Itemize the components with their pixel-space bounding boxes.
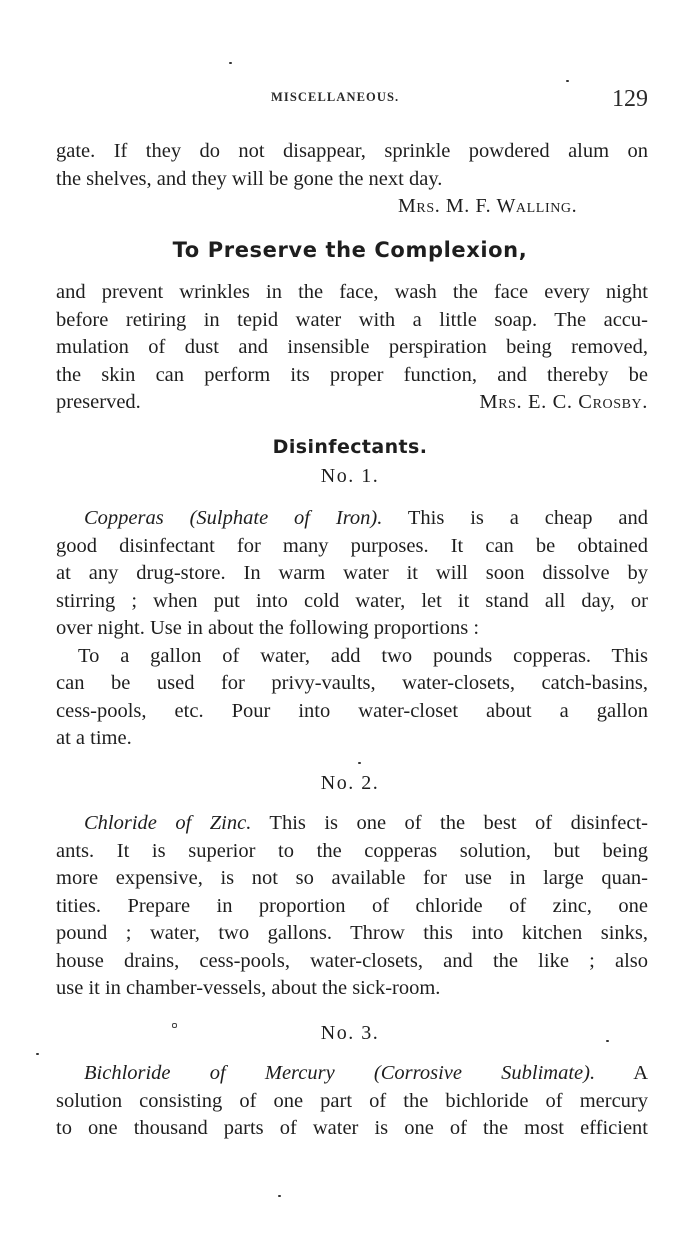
subheading-no-2: No. 2. xyxy=(320,772,380,794)
term-bichloride-of-mercury: Bichloride of Mercury xyxy=(84,1062,335,1084)
running-head: MISCELLANEOUS. xyxy=(271,90,400,104)
text-fragment: This is a cheap and xyxy=(407,507,648,529)
print-speck xyxy=(358,762,361,764)
print-speck xyxy=(566,80,569,82)
text-line: use it in chamber-vessels, about the sick-room. xyxy=(56,977,441,999)
term-copperas-paren: (Sulphate of Iron). xyxy=(189,507,383,529)
text-line: stirring ; when put into cold water, let it stand all day, or xyxy=(56,589,648,612)
text-line: can be used for privy-vaults, water-closets, catch-basins, xyxy=(56,672,648,694)
text-line: mulation of dust and insensible perspiration being removed, xyxy=(56,336,648,358)
section-heading-complexion: To Preserve the Complexion, xyxy=(172,238,528,262)
text-line: gate. If they do not disappear, sprinkle powdered alum on xyxy=(56,140,648,162)
text-line-with-signature xyxy=(56,389,648,417)
no2-paragraph xyxy=(56,810,648,1003)
text-line: more expensive, is not so available for use in large quan- xyxy=(56,867,648,889)
signature-walling: Mrs. M. F. Walling. xyxy=(398,195,578,217)
subheading-no-1: No. 1. xyxy=(320,465,380,487)
text-line xyxy=(56,810,648,838)
text-fragment: preserved. xyxy=(56,391,141,413)
text-line xyxy=(56,505,648,533)
text-line: cess-pools, etc. Pour into water-closet about a gallon xyxy=(56,699,648,722)
text-line: to one thousand parts of water is one of the most efficient xyxy=(56,1117,648,1139)
no3-paragraph xyxy=(56,1060,648,1143)
text-line: the skin can perform its proper function, and thereby be xyxy=(56,363,648,386)
print-speck xyxy=(278,1195,281,1197)
page-number: 129 xyxy=(612,86,648,112)
print-speck xyxy=(606,1040,609,1042)
text-line: house drains, cess-pools, water-closets, and the like ; also xyxy=(56,949,648,972)
text-line: over night. Use in about the following proportions : xyxy=(56,617,480,639)
section-heading-disinfectants: Disinfectants. xyxy=(272,436,428,458)
intro-paragraph xyxy=(56,138,648,193)
page-header xyxy=(0,86,700,116)
text-line: before retiring in tepid water with a little soap. The accu- xyxy=(56,308,648,331)
no1-paragraph xyxy=(56,505,648,753)
print-speck xyxy=(229,62,232,64)
complexion-paragraph xyxy=(56,279,648,417)
term-chloride-of-zinc: Chloride of Zinc. xyxy=(84,812,252,834)
text-line: solution consisting of one part of the bichloride of mercury xyxy=(56,1089,648,1112)
text-line: the shelves, and they will be gone the next day. xyxy=(56,167,443,190)
text-fragment: A xyxy=(633,1062,649,1084)
text-fragment: This is one of the best of disinfect- xyxy=(269,812,648,834)
term-copperas: Copperas xyxy=(84,507,164,529)
print-speck xyxy=(172,1023,177,1028)
text-line: at any drug-store. In warm water it will soon dissolve by xyxy=(56,562,648,584)
signature-crosby: Mrs. E. C. Crosby. xyxy=(479,391,648,413)
text-line: tities. Prepare in proportion of chloride of zinc, one xyxy=(56,894,648,917)
text-line: good disinfectant for many purposes. It can be obtained xyxy=(56,534,648,557)
text-line: and prevent wrinkles in the face, wash the face every night xyxy=(56,281,648,303)
text-line: To a gallon of water, add two pounds copperas. This xyxy=(78,644,648,667)
subheading-no-3: No. 3. xyxy=(320,1022,380,1044)
text-line xyxy=(56,1060,648,1088)
text-line: at a time. xyxy=(56,727,132,749)
term-bichloride-paren: (Corrosive Sublimate). xyxy=(373,1062,596,1084)
text-line: ants. It is superior to the copperas solution, but being xyxy=(56,839,648,862)
text-line: pound ; water, two gallons. Throw this into kitchen sinks, xyxy=(56,922,648,944)
print-speck xyxy=(36,1053,39,1055)
